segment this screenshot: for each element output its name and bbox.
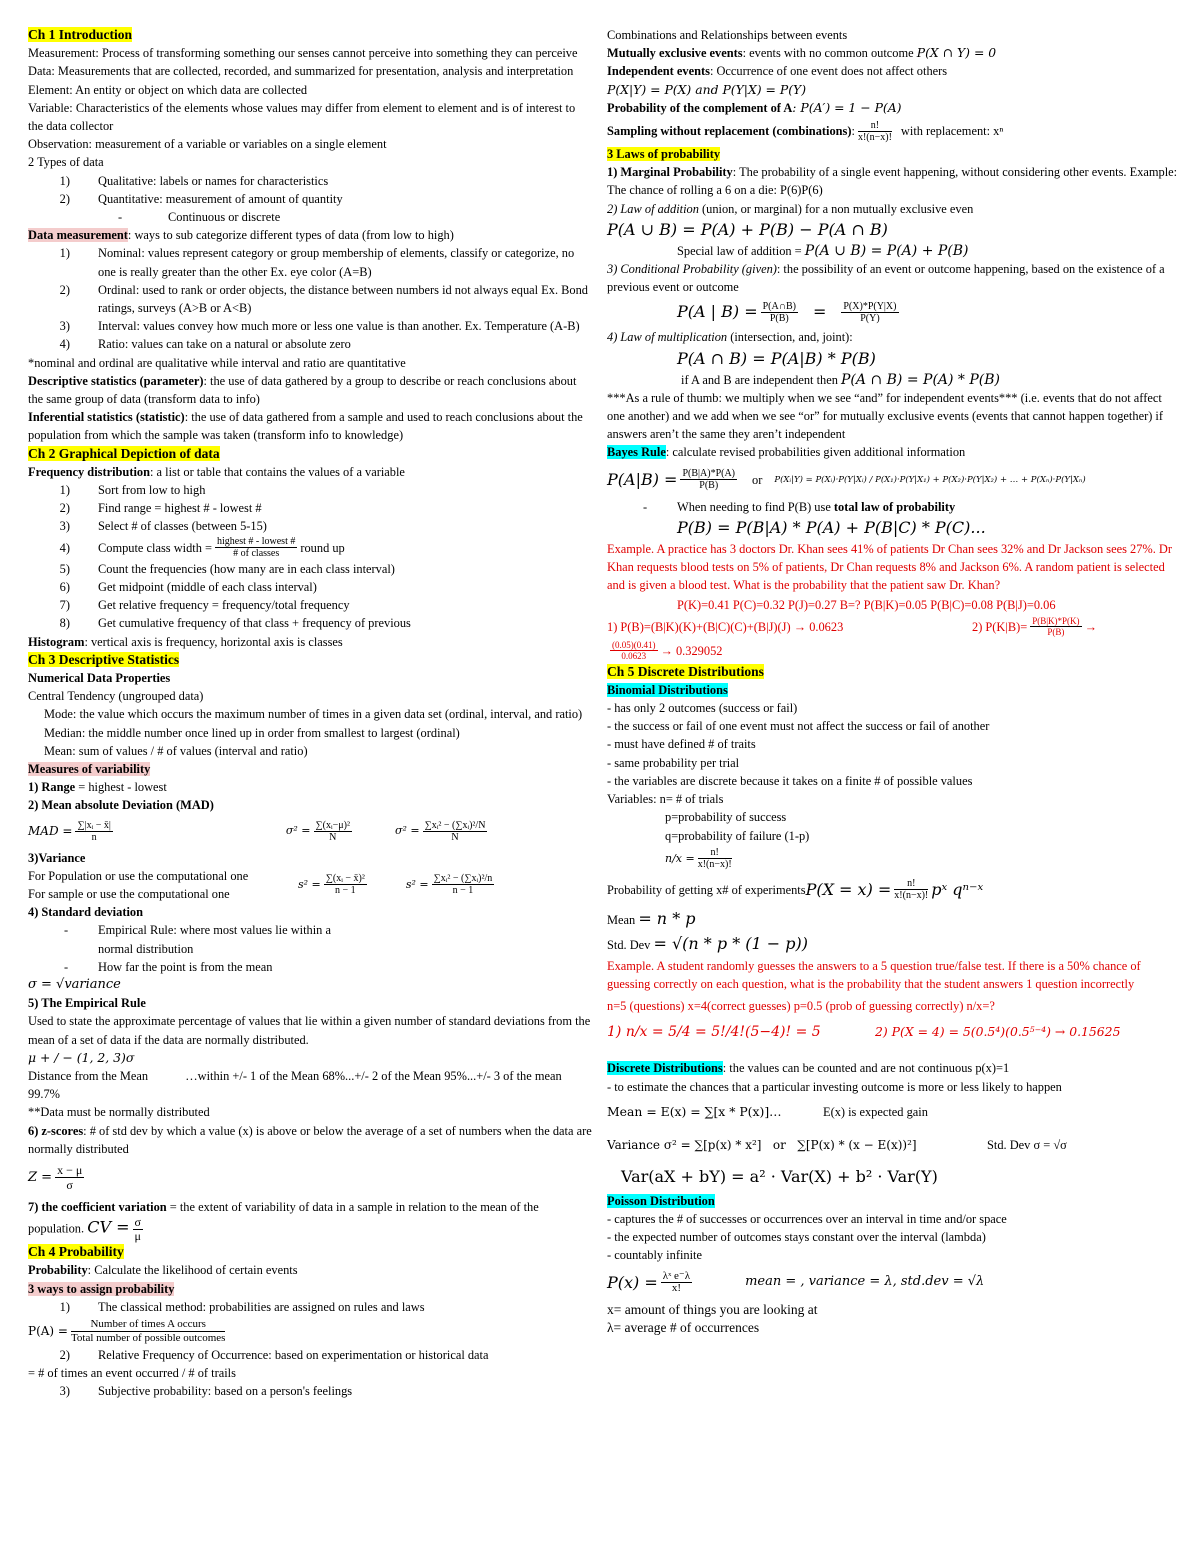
variance-formula: Variance σ² = ∑[p(x) * x²] or ∑[P(x) * (x − E(x))²] Std. Dev σ = √σ	[607, 1137, 1067, 1152]
list-item: 2) Find range = highest # - lowest #	[59, 501, 262, 516]
list-item: 2) Ordinal: used to rank or order objects, the distance between numbers id not always equal Ex. Bond ratings, surveys (A>B or A<B)	[59, 282, 588, 316]
example-2-values: n=5 (questions) x=4(correct guesses) p=0.5 (prob of guessing correctly) n/x=?	[607, 999, 995, 1014]
example-2-steps: 1) n/x = 5/4 = 5!/4!(5−4)! = 5 2) P(X = 4) = 5(0.5⁴)(0.5⁵⁻⁴) → 0.15625	[607, 1024, 1121, 1041]
variance-title: 3)Variance	[28, 850, 86, 865]
var-q: q=probability of failure (1-p)	[665, 828, 810, 843]
multiplication-independent: if A and B are independent then P(A ∩ B) = P(A) * P(B)	[681, 371, 1001, 388]
ch5-heading: Ch 5 Discrete Distributions	[607, 663, 764, 679]
example-2: Example. A student randomly guesses the answers to a 5 question true/false test. If there is a 50% chance of guessing correctly on each question, what is the probability that the student answers 1 question incorrectly	[607, 958, 1141, 991]
special-addition: Special law of addition = P(A ∪ B) = P(A) + P(B)	[677, 242, 969, 259]
list-item: - must have defined # of traits	[607, 737, 756, 752]
def-mode: Mode: the value which occurs the maximum number of times in a given data set (ordinal, interval, and ratio)	[44, 707, 583, 722]
empirical-distance: Distance from the Mean …within +/- 1 of the Mean 68%...+/- 2 of the Mean 95%...+/- 3 of the mean 99.7%	[28, 1068, 565, 1102]
binomial-mean: Mean = n * p	[607, 908, 696, 928]
list-item: 7) Get relative frequency = frequency/total frequency	[59, 598, 350, 613]
def-mutually-exclusive: Mutually exclusive events: events with no common outcome P(X ∩ Y) = 0	[607, 45, 997, 61]
list-item: 4) Compute class width = $\frac{\text{highest \# - lowest \#}}{\text{\# of classes}}$ round up	[59, 536, 345, 560]
list-item: 3) Select # of classes (between 5-15)	[59, 519, 267, 534]
measures-variability: Measures of variability	[28, 761, 151, 776]
def-data: Data: Measurements that are collected, recorded, and summarized for presentation, analysis and interpretation	[28, 64, 574, 79]
sigma2-fraction: $\frac{\text{∑(xᵢ−μ)²}}{N}$	[315, 820, 350, 844]
total-law-formula: P(B) = P(B|A) * P(A) + P(B|C) * P(C)...	[677, 517, 986, 537]
empirical-formula: μ + / − (1, 2, 3)σ	[28, 1049, 135, 1065]
list-item: - the success or fail of one event must not affect the success or fail of another	[607, 719, 990, 734]
central-tendency: Central Tendency (ungrouped data)	[28, 689, 204, 704]
list-item: 3) Subjective probability: based on a person's feelings	[59, 1384, 353, 1399]
rule-note: ***As a rule of thumb: we multiply when we see “and” for independent events*** (i.e. events that do not affect one another) and we add when we see “or” for mutually exclusive events (events that cannot happen together) if answers aren’t the same they aren’t independent	[607, 390, 1163, 442]
mad-formulas: MAD = $\frac{\text{∑|xᵢ − x̄|}}{n}$ σ² = $\frac{\text{∑(xᵢ−μ)²}}{N}$ σ² = $\frac{\text{∑xᵢ² − (∑xᵢ)²/N}}{N}$	[28, 820, 486, 844]
list-item: 1) The classical method: probabilities are assigned on rules and laws	[59, 1299, 425, 1314]
total-law: - When needing to find P(B) use total law of probability	[643, 499, 956, 514]
s2-comp-fraction: $\frac{\text{∑xᵢ² − (∑xᵢ)²/n}}{n - 1}$	[433, 873, 493, 897]
def-descriptive: Descriptive statistics (parameter): the use of data gathered by a group to describe or reach conclusions about the same group of data (transform data to info)	[28, 373, 577, 407]
right-column	[607, 26, 1182, 1337]
binomial-title: Binomial Distributions	[607, 682, 728, 697]
laws-heading: 3 Laws of probability	[607, 147, 721, 162]
empirical-title: 5) The Empirical Rule	[28, 996, 146, 1011]
mad-title: 2) Mean absolute Deviation (MAD)	[28, 798, 214, 813]
comb-title: Combinations and Relationships between events	[607, 28, 848, 42]
def-conditional: 3) Conditional Probability (given): the possibility of an event or outcome happening, based on the existence of a previous event or outcome	[607, 262, 1165, 295]
list-item: - has only 2 outcomes (success or fail)	[607, 701, 798, 716]
addition-formula: P(A ∪ B) = P(A) + P(B) − P(A ∩ B)	[607, 219, 888, 239]
ways-assign: 3 ways to assign probability	[28, 1281, 175, 1296]
var-p: p=probability of success	[665, 810, 787, 825]
types-title: 2 Types of data	[28, 155, 104, 170]
poisson-title: Poisson Distribution	[607, 1193, 715, 1208]
empirical-text: Used to state the approximate percentage of values that lie within a given number of standard deviations from the mean of a set of data if the data are normally distributed.	[28, 1014, 591, 1047]
sigma-formula: σ = √variance	[28, 976, 121, 992]
binomial-formula: Probability of getting x# of experiments P(X = x) = $\frac{n!}{x!(n-x)!}$ pˣ qⁿ⁻ˣ	[607, 878, 984, 902]
list-item: - the variables are discrete because it takes on a finite # of possible values	[607, 773, 973, 788]
conditional-formula: P(A | B) = $\frac{P(A\cap B)}{P(B)}$ = $\frac{P(X)*P(Y|X)}{P(Y)}$	[677, 300, 897, 324]
binomial-sd: Std. Dev = √(n * p * (1 − p))	[607, 933, 809, 953]
def-histogram: Histogram: vertical axis is frequency, horizontal axis is classes	[28, 634, 343, 649]
sigma2-comp-fraction: $\frac{\text{∑xᵢ² − (∑xᵢ)²/N}}{N}$	[424, 820, 486, 844]
empirical-note: **Data must be normally distributed	[28, 1105, 210, 1120]
bayes-formula: P(A|B) = $\frac{P(B|A)*P(A)}{P(B)}$ or P(Xᵢ|Y) = P(Xᵢ)·P(Y|Xᵢ) / P(X₁)·P(Y|X₁) + P(X₂)·P(Y|X₂) + … + P(Xₙ)·P(Y|Xₙ)	[607, 468, 1086, 492]
left-column	[28, 26, 593, 1401]
list-item: - the expected number of outcomes stays constant over the interval (lambda)	[607, 1230, 986, 1245]
list-item: 5) Count the frequencies (how many are in each class interval)	[59, 561, 395, 576]
list-item: 2) Relative Frequency of Occurrence: based on experimentation or historical data	[59, 1348, 489, 1362]
list-item: 4) Ratio: values can take on a natural or absolute zero	[59, 337, 351, 352]
variance-linear: Var(aX + bY) = a² · Var(X) + b² · Var(Y)	[621, 1166, 938, 1186]
ndp-title: Numerical Data Properties	[28, 670, 171, 685]
expected-value: Mean = E(x) = ∑[x * P(x)]… E(x) is expected gain	[607, 1103, 928, 1119]
list-item: 1) Nominal: values represent category or group membership of elements, classify or categorize, no one is really greater than the other Ex. eye color (A=B)	[59, 246, 575, 279]
example-1-result: $\frac{(0.05)(0.41)}{0.0623}$ → 0.329052	[612, 640, 723, 662]
data-measurement: Data measurement: ways to sub categorize different types of data (from low to high)	[28, 228, 454, 243]
def-frequency-distribution: Frequency distribution: a list or table that contains the values of a variable	[28, 464, 405, 479]
list-item: - to estimate the chances that a particular investing outcome is more or less likely to happen	[607, 1079, 1062, 1094]
def-probability: Probability: Calculate the likelihood of certain events	[28, 1263, 298, 1278]
example-1-steps: 1) P(B)=(B|K)(K)+(B|C)(C)+(B|J)(J) → 0.0623 2) P(K|B)= $\frac{P(B|K)*P(K)}{P(B)}$ →	[607, 616, 1097, 638]
poisson-x: x= amount of things you are looking at	[607, 1301, 818, 1317]
poisson-formula: P(x) = $\frac{\text{λˣ e⁻λ}}{x!}$ mean = , variance = λ, std.dev = √λ	[607, 1270, 985, 1295]
combination-formula: n/x = $\frac{n!}{x!(n-x)!}$	[665, 847, 732, 871]
ch2-heading: Ch 2 Graphical Depiction of data	[28, 445, 220, 461]
list-subitem: - Continuous or discrete	[118, 210, 281, 225]
def-zscore: 6) z-scores: # of std dev by which a value (x) is above or below the average of a set of numbers when the data are normally distributed	[28, 1123, 592, 1156]
list-item: 1) Sort from low to high	[59, 483, 206, 498]
def-element: Element: An entity or object on which data are collected	[28, 82, 308, 97]
list-item: 6) Get midpoint (middle of each class interval)	[59, 579, 317, 594]
poisson-lambda: λ= average # of occurrences	[607, 1319, 760, 1335]
class-width-fraction: $\frac{\text{highest \# - lowest \#}}{\text{\# of classes}}$	[217, 536, 296, 560]
classical-formula: P(A) = $\frac{\text{Number of times A occurs}}{\text{Total number of possible outcomes}}$	[28, 1317, 226, 1344]
multiplication-formula: P(A ∩ B) = P(A|B) * P(B)	[677, 348, 876, 368]
def-bayes: Bayes Rule: calculate revised probabilities given additional information	[607, 445, 966, 460]
list-item: - captures the # of successes or occurrences over an interval in time and/or space	[607, 1211, 1007, 1226]
s2-fraction: $\frac{\text{∑(xᵢ − x̄)²}}{n - 1}$	[325, 873, 365, 897]
example-1-values: P(K)=0.41 P(C)=0.32 P(J)=0.27 B=? P(B|K)=0.05 P(B|C)=0.08 P(B|J)=0.06	[677, 598, 1056, 613]
list-item: 8) Get cumulative frequency of that class + frequency of previous	[59, 616, 411, 631]
variance-block: For Population or use the computational one For sample or use the computational one s² = $\frac{\text{∑(xᵢ − x̄)²}}{n - 1}$ s² = $\frac{\text{∑xᵢ² − (∑xᵢ)²/n}}{n - 1}$	[28, 868, 493, 901]
sd-title: 4) Standard deviation	[28, 905, 143, 920]
sampling-formula: Sampling without replacement (combinations) : $\frac{n!}{x!(n-x)!}$ with replacement: xⁿ	[607, 119, 1004, 143]
ch3-heading: Ch 3 Descriptive Statistics	[28, 651, 180, 667]
mad-fraction: $\frac{\text{∑|xᵢ − x̄|}}{n}$	[77, 820, 111, 844]
list-subitem: - Empirical Rule: where most values lie within a normal distribution	[64, 923, 331, 956]
list-subitem: - How far the point is from the mean	[64, 959, 273, 974]
def-range: 1) Range = highest - lowest	[28, 780, 167, 795]
def-measurement: Measurement: Process of transforming something our senses cannot perceive into something they can perceive	[28, 46, 578, 61]
z-formula: Z = $\frac{x - \mu}{\sigma}$	[28, 1163, 83, 1193]
def-cv: 7) the coefficient variation = the extent of variability of data in a sample in relation to the mean of the population. CV = $\frac{\sigma}{\mu}$	[28, 1199, 539, 1244]
list-item: - same probability per trial	[607, 755, 740, 770]
def-multiplication: 4) Law of multiplication (intersection, and, joint):	[607, 330, 853, 345]
example-1: Example. A practice has 3 doctors Dr. Khan sees 41% of patients Dr Chan sees 32% and Dr Jackson sees 27%. Dr Khan requests blood tests on 5% of patients, Dr Chan requests 8% and Jackson 6%. A random patient is selected and is given a blood test. What is the probability that the patient saw Dr. Khan?	[607, 541, 1173, 593]
def-inferential: Inferential statistics (statistic): the use of data gathered from a sample and used to reach conclusions about the population from which the sample was taken (transform info to knowledge)	[28, 410, 583, 443]
ch4-heading: Ch 4 Probability	[28, 1244, 124, 1260]
list-item: 2) Quantitative: measurement of amount of quantity	[59, 191, 343, 206]
ch1-heading: Ch 1 Introduction	[28, 27, 133, 42]
qual-note: *nominal and ordinal are qualitative while interval and ratio are quantitative	[28, 355, 406, 370]
list-item: 3) Interval: values convey how much more or less one value is than another. Ex. Temperature (A-B)	[59, 319, 580, 334]
def-addition: 2) Law of addition (union, or marginal) for a non mutually exclusive even	[607, 201, 974, 216]
def-discrete: Discrete Distributions: the values can be counted and are not continuous p(x)=1	[607, 1061, 1010, 1076]
independent-formula: P(X|Y) = P(X) and P(Y|X) = P(Y)	[607, 81, 807, 97]
variables: Variables: n= # of trials	[607, 792, 724, 807]
relfreq-extra: = # of times an event occurred / # of trails	[28, 1366, 236, 1381]
def-marginal: 1) Marginal Probability: The probability of a single event happening, without considering other events. Example: The chance of rolling a 6 on a die: P(6)P(6)	[607, 165, 1178, 198]
def-variable: Variable: Characteristics of the elements whose values may differ from element to element and is of interest to the data collector	[28, 100, 576, 134]
def-observation: Observation: measurement of a variable or variables on a single element	[28, 137, 387, 152]
def-independent: Independent events: Occurrence of one event does not affect others	[607, 64, 948, 79]
list-item: 1) Qualitative: labels or names for characteristics	[59, 173, 329, 188]
list-item: - countably infinite	[607, 1248, 702, 1263]
def-median: Median: the middle number once lined up in order from smallest to largest (ordinal)	[44, 725, 460, 740]
def-complement: Probability of the complement of A: P(A′) = 1 − P(A)	[607, 99, 902, 115]
def-mean: Mean: sum of values / # of values (interval and ratio)	[44, 743, 308, 758]
